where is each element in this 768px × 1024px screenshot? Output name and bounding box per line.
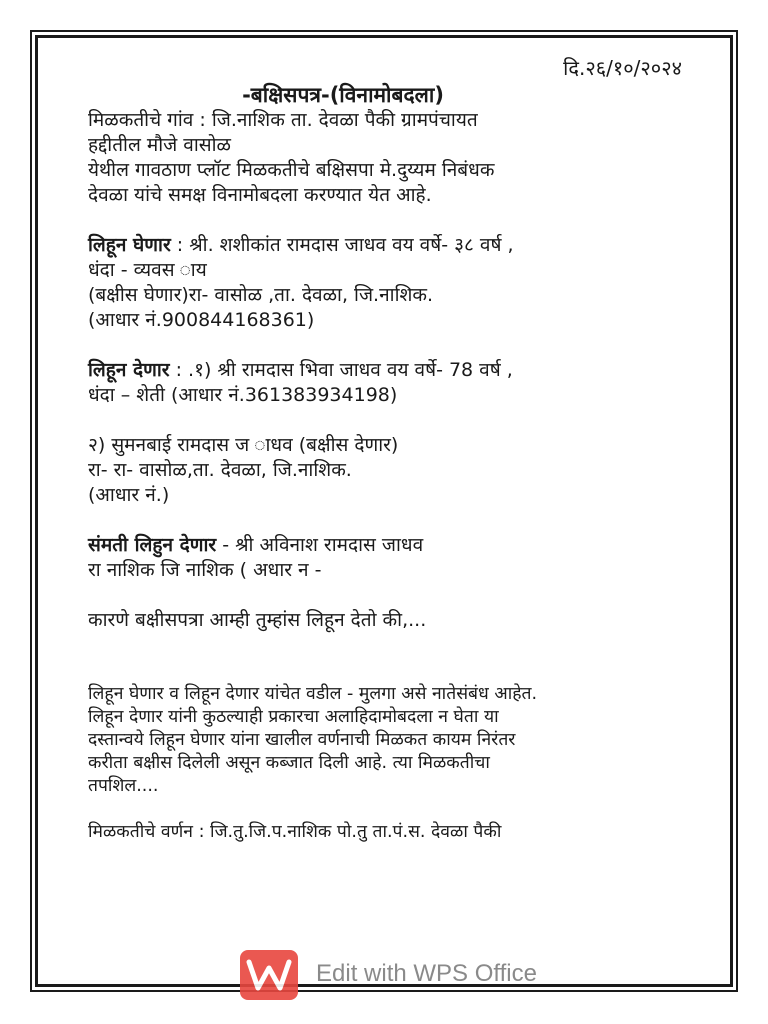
intro-line: येथील गावठाण प्लॉट मिळकतीचे बक्षिसपा मे.दुय्यम निबंधक — [88, 159, 495, 181]
wps-edit-label[interactable]: Edit with WPS Office — [316, 960, 537, 987]
giver-address: रा- रा- वासोळ,ता. देवळा, जि.नाशिक. — [88, 459, 352, 481]
consent-line-1 — [88, 533, 688, 558]
consent-details: - श्री अविनाश रामदास जाधव — [216, 534, 424, 556]
wps-w-glyph — [246, 958, 292, 992]
document-title: -बक्षिसपत्र-(विनामोबदला) — [242, 83, 444, 107]
paragraph-line: तपशिल.... — [88, 776, 159, 796]
intro-line: देवळा यांचे समक्ष विनामोबदला करण्यात येत आहे. — [88, 184, 432, 206]
receiver-line-1 — [88, 233, 688, 258]
receiver-label: लिहून घेणार — [88, 234, 171, 256]
document-body — [88, 56, 688, 844]
receiver-address: (बक्षीस घेणार)रा- वासोळ ,ता. देवळा, जि.नाशिक. — [88, 284, 434, 306]
reason-line: कारणे बक्षीसपत्रा आम्ही तुम्हांस लिहून देतो की,... — [88, 609, 427, 631]
giver-aadhaar: (आधार नं.) — [88, 484, 170, 506]
property-description: मिळकतीचे वर्णन : जि.तु.जि.प.नाशिक पो.तु ता.पं.स. देवळा पैकी — [88, 822, 502, 842]
consent-label: संमती लिहुन देणार — [88, 534, 217, 556]
consent-address: रा नाशिक जि नाशिक ( अधार न - — [88, 559, 322, 581]
paragraph-line: दस्तान्वये लिहून घेणार यांना खालील वर्णनाची मिळकत कायम निरंतर — [88, 730, 516, 750]
giver-occupation: धंदा – शेती (आधार नं.361383934198) — [88, 384, 398, 406]
wps-logo-icon[interactable] — [240, 950, 298, 1000]
intro-line: मिळकतीचे गांव : जि.नाशिक ता. देवळा पैकी ग्रामपंचायत — [88, 109, 478, 131]
receiver-aadhaar: (आधार नं.900844168361) — [88, 309, 315, 331]
receiver-details: : श्री. शशीकांत रामदास जाधव वय वर्षे- ३८ वर्ष , — [170, 234, 514, 256]
giver-second-person: २) सुमनबाई रामदास ज ाधव (बक्षीस देणार) — [88, 434, 399, 456]
paragraph-line: लिहून घेणार व लिहून देणार यांचेत वडील - मुलगा असे नातेसंबंध आहेत. — [88, 684, 538, 704]
document-date: दि.२६/१०/२०२४ — [563, 56, 682, 80]
relationship-paragraph — [88, 683, 688, 844]
giver-details: : .१) श्री रामदास भिवा जाधव वय वर्षे- 78 वर्ष , — [169, 359, 513, 381]
giver-line-1 — [88, 358, 688, 383]
paragraph-line: करीता बक्षीस दिलेली असून कब्जात दिली आहे. त्या मिळकतीचा — [88, 753, 490, 773]
intro-line: हद्दीतील मौजे वासोळ — [88, 134, 231, 156]
receiver-occupation: धंदा - व्यवस ाय — [88, 259, 207, 281]
paragraph-line: लिहून देणार यांनी कुठल्याही प्रकारचा अलाहिदामोबदला न घेता या — [88, 707, 499, 727]
giver-label: लिहून देणार — [88, 359, 170, 381]
